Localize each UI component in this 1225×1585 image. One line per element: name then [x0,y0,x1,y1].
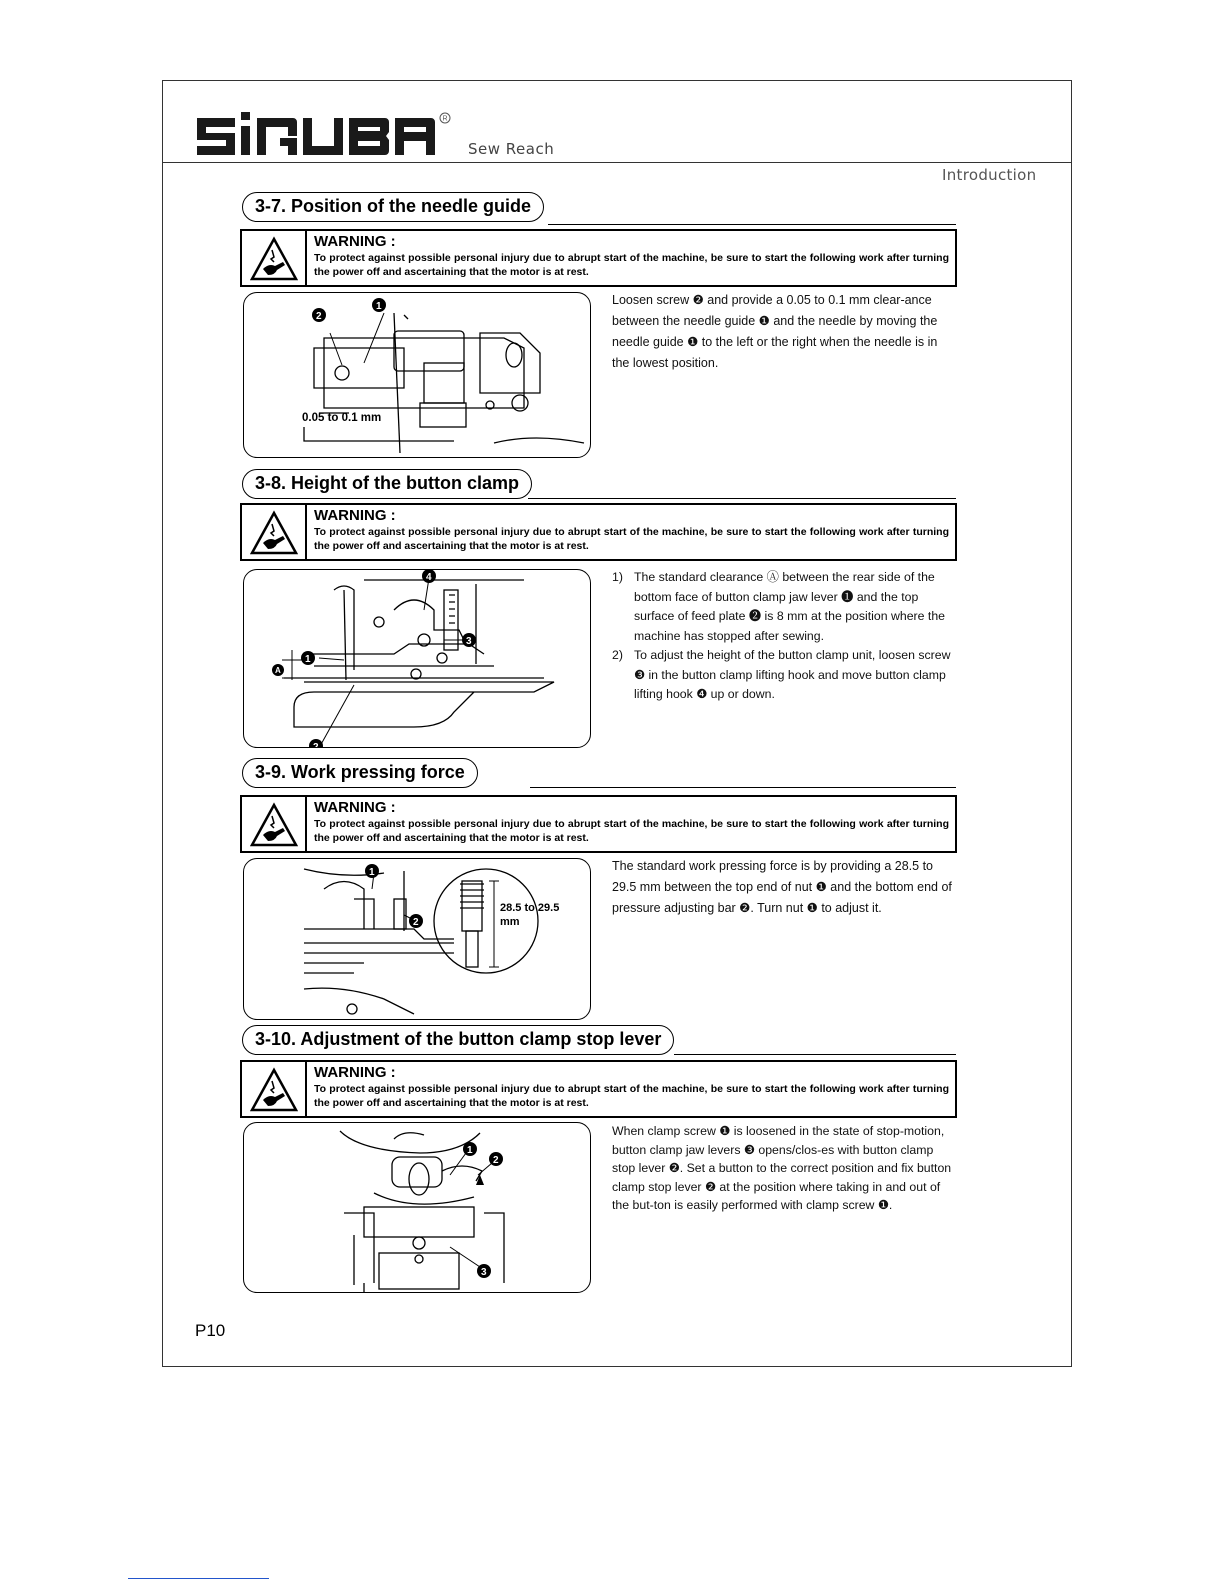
warning-text: To protect against possible personal injury due to abrupt start of the machine, be sure to start the following work after turning the power off and ascertaining that the motor is at rest. [314,252,949,278]
warning-divider [305,797,307,851]
figure-button-clamp-height [243,569,591,748]
warning-box [240,1060,957,1118]
warning-title: WARNING : [314,233,396,250]
warning-title: WARNING : [314,1064,396,1081]
warning-text: To protect against possible personal injury due to abrupt start of the machine, be sure to start the following work after turning the power off and ascertaining that the motor is at rest. [314,1083,949,1109]
section-heading-3-10: 3-10. Adjustment of the button clamp stop lever [242,1025,674,1055]
warning-text: To protect against possible personal injury due to abrupt start of the machine, be sure to start the following work after turning the power off and ascertaining that the motor is at rest. [314,526,949,552]
heading-rule [674,1054,956,1055]
callout-4: 4 [426,572,432,583]
step-text: To adjust the height of the button clamp unit, loosen screw ❸ in the button clamp lifting hook and move button clamp lifting hook ❹ up or down. [634,648,951,701]
callout-a: A [275,666,281,675]
callout-2: 2 [316,311,322,322]
callout-2: 2 [493,1155,499,1166]
hand-caution-icon [250,510,298,556]
warning-divider [305,505,307,559]
section-3-7-text: Loosen screw ❷ and provide a 0.05 to 0.1 mm clear-ance between the needle guide ❶ and the needle by moving the needle guide ❶ to the left or the right when the needle is in the lowest position. [612,293,938,370]
warning-box [240,503,957,561]
heading-rule [528,498,956,499]
section-3-10-text: When clamp screw ❶ is loosened in the state of stop-motion, button clamp jaw levers ❸ opens/clos-es with button clamp stop lever ❷. Set a button to the correct position and fix button clamp stop lever ❷ at the position where taking in and out of the but-ton is easily performed with clamp screw ❶. [612,1124,952,1212]
step-1 [612,568,962,646]
section-3-8-text [612,568,962,705]
hand-caution-icon [250,1067,298,1113]
heading-rule [548,224,956,225]
figure-needle-guide [243,292,591,458]
step-number: 1) [612,570,623,584]
step-text: The standard clearance Ⓐ between the rear side of the bottom face of button clamp jaw lever ❶ and the top surface of feed plate ❷ is 8 mm at the position where the machine has stopped after sewing. [634,570,946,643]
figure-button-clamp-stop-lever [243,1122,591,1293]
callout-1: 1 [305,654,311,665]
warning-divider [305,1062,307,1116]
page-number: P10 [195,1321,226,1340]
section-heading-3-7: 3-7. Position of the needle guide [242,192,544,222]
warning-title: WARNING : [314,507,396,524]
step-number: 2) [612,648,623,662]
section-heading-3-9: 3-9. Work pressing force [242,758,478,788]
callout-1: 1 [376,301,382,312]
figure-work-pressing-force [243,858,591,1020]
warning-divider [305,231,307,285]
warning-box [240,795,957,853]
warning-text: To protect against possible personal injury due to abrupt start of the machine, be sure to start the following work after turning the power off and ascertaining that the motor is at rest. [314,818,949,844]
hand-caution-icon [250,802,298,848]
warning-title: WARNING : [314,799,396,816]
header-rule [162,162,1072,163]
hand-caution-icon [250,236,298,282]
callout-2: 2 [313,742,319,749]
callout-3: 3 [481,1267,487,1278]
dimension-label: 28.5 to 29.5 mm [500,902,560,928]
siruba-logo [195,110,455,160]
callout-1: 1 [467,1145,473,1156]
brand-tagline: Sew Reach [468,140,555,158]
svg-text:R: R [442,115,448,123]
section-3-9-text: The standard work pressing force is by providing a 28.5 to 29.5 mm between the top end of nut ❶ and the bottom end of pressure adjusting bar ❷. Turn nut ❶ to adjust it. [612,859,952,915]
heading-rule [530,787,956,788]
warning-box [240,229,957,287]
clearance-label: 0.05 to 0.1 mm [302,412,382,424]
callout-2: 2 [413,917,419,928]
callout-3: 3 [466,636,472,647]
callout-1: 1 [369,867,375,878]
bottom-link-rule [128,1578,269,1579]
section-heading-3-8: 3-8. Height of the button clamp [242,469,532,499]
chapter-label: Introduction [942,166,1037,184]
step-2 [612,646,962,705]
